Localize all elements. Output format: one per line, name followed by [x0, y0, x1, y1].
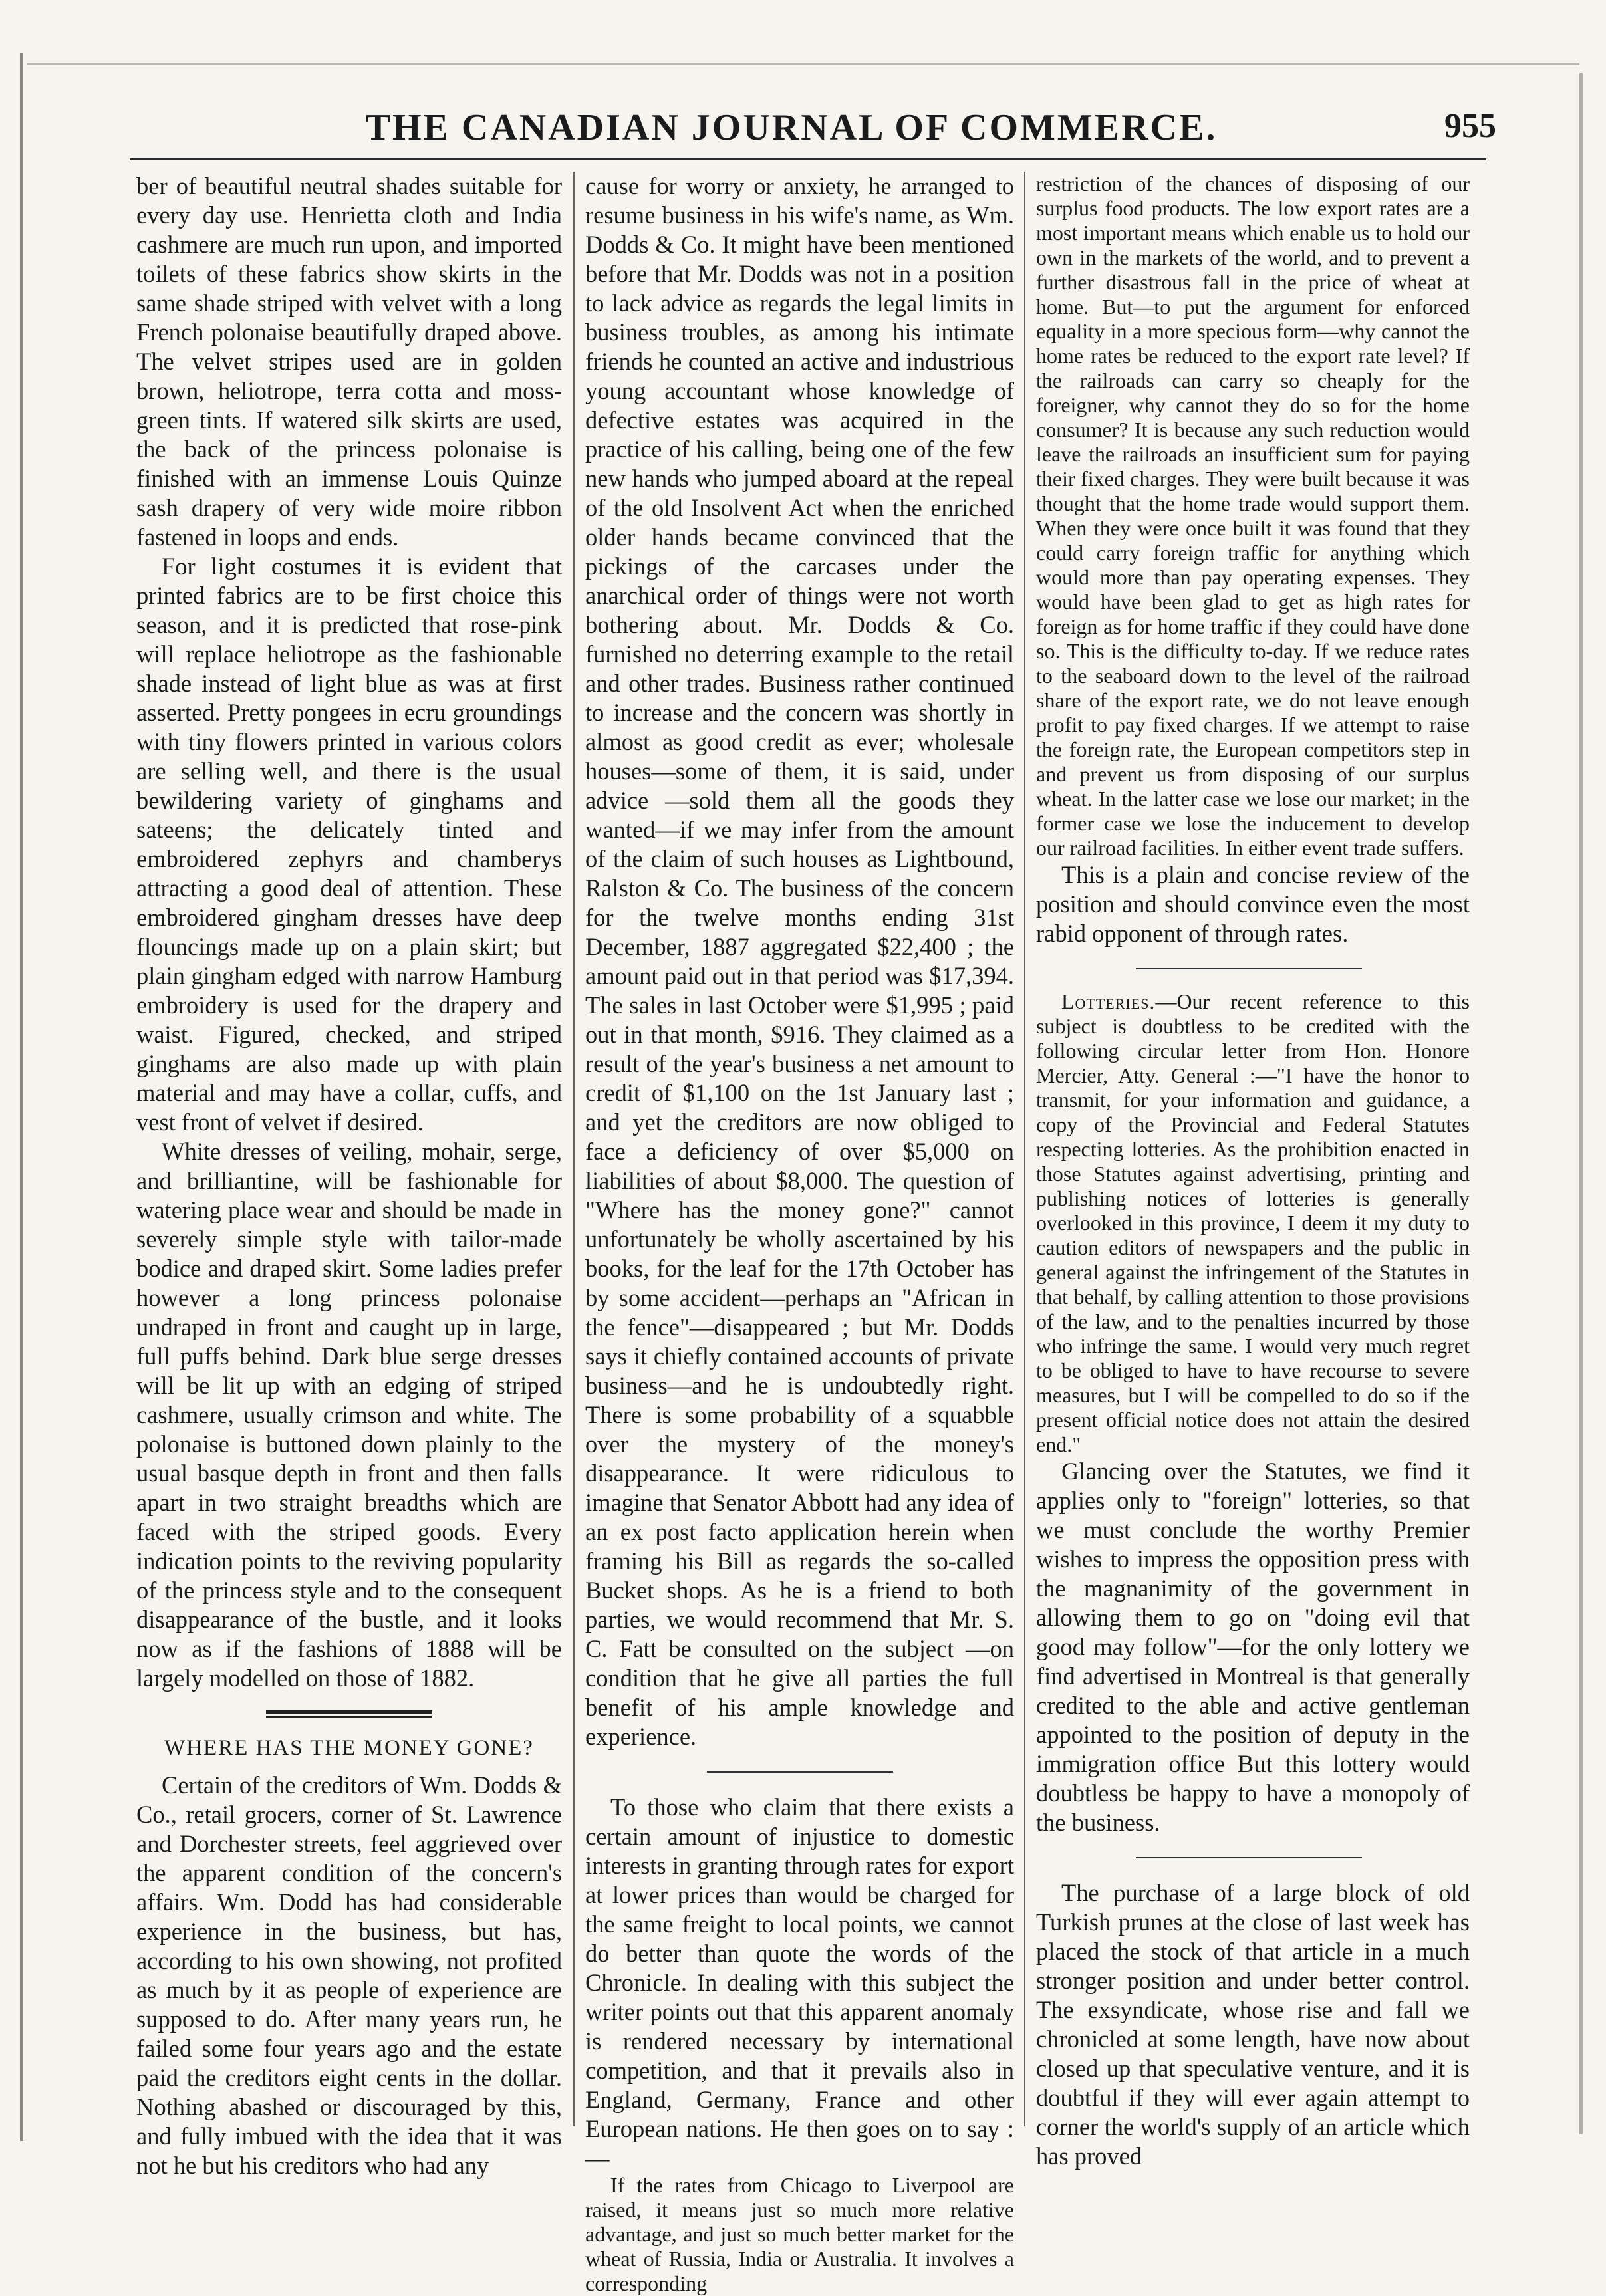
fashion-paragraph-1: ber of beautiful neutral shades suitable for every day use. Henrietta cloth and India cashmere are much run upon, and imported toilets of these fabrics show skirts in the same shade striped with velvet with a long French polonaise beautifully draped above. The velvet stripes used are in golden brown, heliotrope, terra cotta and moss-green tints. If watered silk skirts are used, the back of the princess polonaise is finished with an immense Louis Quinze sash drapery of very wide moire ribbon fastened in loops and ends. [136, 172, 562, 551]
page-edge-right [1579, 73, 1583, 2134]
masthead [133, 100, 1496, 153]
column-2 [585, 172, 1014, 2296]
money-article-continued: cause for worry or anxiety, he arranged to resume business in his wife's name, as Wm. Dodds & Co. It might have been mentioned before that Mr. Dodds was not in a position to lack advice as regards the legal limits in business troubles, as among his intimate friends he counted an active and industrious young accountant whose knowledge of defective estates was acquired in the practice of his calling, being one of the few new hands who jumped aboard at the repeal of the old Insolvent Act when the enriched older hands became convinced that the pickings of the carcases under the anarchical order of things were not worth bothering about. Mr. Dodds & Co. furnished no deterring example to the retail and other trades. Business rather continued to increase and the concern was shortly in almost as good credit as ever; wholesale houses—some of them, it is said, under advice —sold them all the goods they wanted—if we may infer from the amount of the claim of such houses as Lightbound, Ralston & Co. The business of the concern for the twelve months ending 31st December, 1887 aggregated $22,400 ; the amount paid out in that period was $17,394. The sales in last October were $1,995 ; paid out in that month, $916. They claimed as a result of the year's business a net amount to credit of $1,100 on the 1st January last ; and yet the creditors are now obliged to face a deficiency of over $5,000 on liabilities of about $8,000. The question of "Where has the money gone?" cannot unfortunately be wholly ascertained by his books, for the leaf for the 17th October has by some accident—perhaps an "African in the fence"—disappeared ; but Mr. Dodds says it chiefly contained accounts of private business—and he is undoubtedly right. There is some probability of a squabble over the mystery of the money's disappearance. It were ridiculous to imagine that Senator Abbott had any idea of an ex post facto application herein when framing his Bill as regards the so-called Bucket shops. As he is a friend to both parties, we would recommend that Mr. S. C. Fatt be consulted on the subject —on condition that he give all parties the full benefit of his ample knowledge and experience. [585, 172, 1014, 1750]
column-divider-1 [573, 172, 575, 2126]
section-separator [1136, 1857, 1362, 1858]
chronicle-quote: If the rates from Chicago to Liverpool are raised, it means just so much more relative advantage, and just so much better market for the wheat of Russia, India or Australia. It involves a corresponding [585, 2173, 1014, 2295]
money-article-paragraph: Certain of the creditors of Wm. Dodds & Co., retail grocers, corner of St. Lawrence and Dorchester streets, feel aggrieved over the apparent condition of the concern's affairs. Wm. Dodd has had considerable experience in the business, but has, according to his own showing, not profited as much by it as people of experience are supposed to do. After many years run, he failed some four years ago and the estate paid the creditors eight cents in the dollar. Nothing abashed or discouraged by this, and fully imbued with the idea that it was not he but his creditors who had any [136, 1771, 562, 2179]
column-1 [136, 172, 562, 2180]
through-rates-conclusion: This is a plain and concise review of the position and should convince even the most rabid opponent of through rates. [1036, 861, 1470, 947]
chronicle-quote-continued: restriction of the chances of disposing of our surplus food products. The low export rates are a most important means which enable us to hold our own in the markets of the world, and to prevent a further disastrous fall in the price of wheat at home. But—to put the argument for enforced equality in a more specious form—why cannot the home rates be reduced to the export rate level? If the railroads can carry so cheaply for the foreigner, why cannot they do so for the home consumer? It is because any such reduction would leave the railroads an insufficient sum for paying their fixed charges. They were built because it was thought that the home trade would support them. When they were once built it was found that they could carry foreign traffic for anything which would more than pay operating expenses. They would have been glad to get as high rates for foreign as for home traffic if they could have done so. This is the difficulty to-day. If we reduce rates to the seaboard down to the level of the railroad share of the export rate, we do not leave enough profit to pay fixed charges. If we attempt to raise the foreign rate, the European competitors step in and prevent us from disposing of our surplus wheat. In the latter case we lose our market; in the former case we lose the inducement to develop our railroad facilities. In either event trade suffers. [1036, 172, 1470, 860]
prunes-paragraph: The purchase of a large block of old Turkish prunes at the close of last week has placed the stock of that article in a much stronger position and under better control. The exsyndicate, whose rise and fall we chronicled at some length, have now about closed up that speculative venture, and it is doubtful if they will ever again attempt to corner the world's supply of an article which has proved [1036, 1879, 1470, 2170]
page-edge-top [27, 63, 1579, 65]
column-3 [1036, 172, 1470, 2171]
article-heading: WHERE HAS THE MONEY GONE? [164, 1736, 534, 1760]
header-rule [130, 158, 1486, 160]
lotteries-paragraph [1036, 989, 1470, 1457]
fashion-paragraph-2: For light costumes it is evident that printed fabrics are to be first choice this season, and it is predicted that rose-pink will replace heliotrope as the fashionable shade instead of light blue as was at first asserted. Pretty pongees in ecru groundings with tiny flowers printed in various colors are selling well, and there is the usual bewildering variety of ginghams and sateens; the delicately tinted and embroidered zephyrs and chamberys attracting a good deal of attention. These embroidered gingham dresses have deep flouncings made up on a plain skirt; but plain gingham edged with narrow Hamburg embroidery is used for the drapery and waist. Figured, checked, and striped ginghams are also made up with plain material and may have a collar, cuffs, and vest front of velvet if desired. [136, 553, 562, 1136]
section-separator [266, 1710, 432, 1718]
lotteries-circular: —Our recent reference to this subject is doubtless to be credited with the following circular letter from Hon. Honore Mercier, Atty. General :—"I have the honor to transmit, for your information and guidance, a copy of the Provincial and Federal Statutes respecting lotteries. As the prohibition enacted in those Statutes against advertising, printing and publishing notices of lotteries is generally overlooked in this province, I deem it my duty to caution editors of newspapers and the public in general against the infringement of the Statutes in that behalf, by calling attention to those provisions of the law, and to the penalties incurred by those who infringe the same. I would very much regret to be obliged to have to have recourse to severe measures, but I will be compelled to do so if the present official notice does not attain the desired end." [1036, 989, 1470, 1456]
journal-title: THE CANADIAN JOURNAL OF COMMERCE. [365, 107, 1218, 148]
page-edge-left [20, 53, 23, 2141]
fashion-paragraph-3: White dresses of veiling, mohair, serge, and brilliantine, will be fashionable for watering place wear and should be made in severely simple style with tailor-made bodice and draped skirt. Some ladies prefer however a long princess polonaise undraped in front and caught up in large, full puffs behind. Dark blue serge dresses will be lit up with an edging of striped cashmere, usually crimson and white. The polonaise is buttoned down plainly to the usual basque depth in front and then falls apart in two straight breadths which are faced with the striped goods. Every indication points to the reviving popularity of the princess style and to the consequent disappearance of the bustle, and it looks now as if the fashions of 1888 will be largely modelled on those of 1882. [136, 1138, 562, 1692]
lotteries-comment: Glancing over the Statutes, we find it applies only to "foreign" lotteries, so that we must conclude the worthy Premier wishes to impress the opposition press with the magnanimity of the government in allowing them to go on "doing evil that good may follow"—for the only lottery we find advertised in Montreal is that generally credited to the able and active gentleman appointed to the position of deputy in the immigration office But this lottery would doubtless be happy to have a monopoly of the business. [1036, 1458, 1470, 1836]
through-rates-paragraph: To those who claim that there exists a certain amount of injustice to domestic interests in granting through rates for export at lower prices than would be charged for the same freight to local points, we cannot do better than quote the words of the Chronicle. In dealing with this subject the writer points out that this apparent anomaly is rendered necessary by international competition, and that it prevails also in England, Germany, France and other European nations. He then goes on to say :— [585, 1793, 1014, 2172]
lotteries-lead: Lotteries. [1061, 989, 1156, 1013]
section-separator [1136, 968, 1362, 969]
column-divider-2 [1024, 172, 1025, 2126]
page-number: 955 [1444, 107, 1496, 145]
section-separator [707, 1771, 893, 1773]
